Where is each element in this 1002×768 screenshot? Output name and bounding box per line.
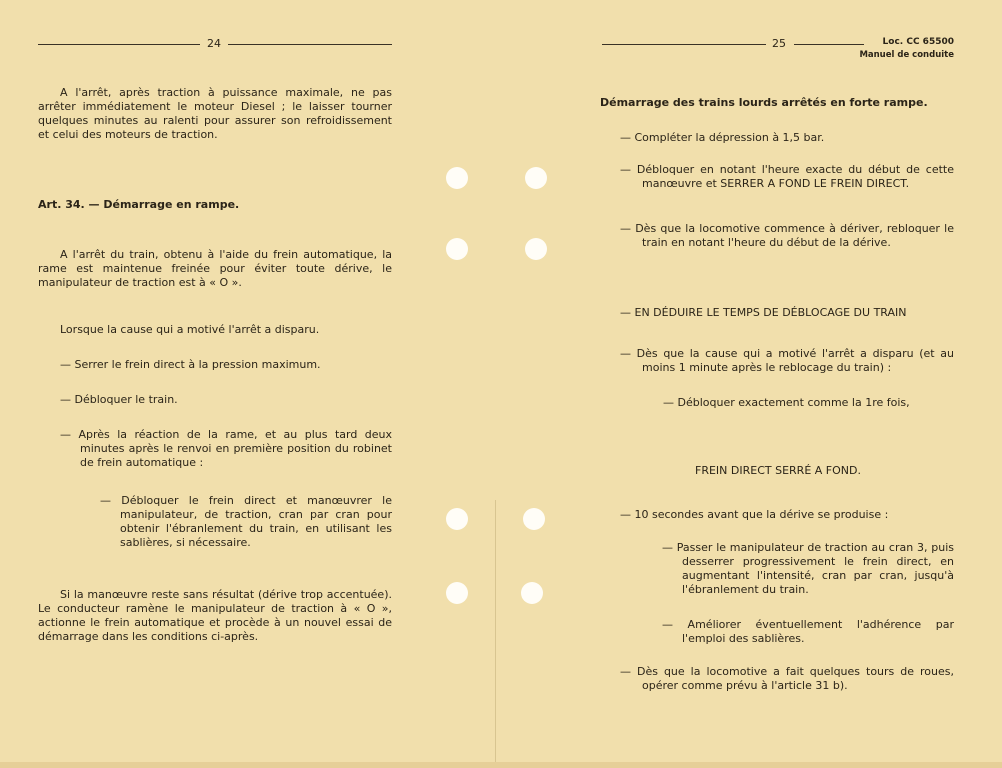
list-item: — Dès que la cause qui a motivé l'arrêt a disparu (et au moins 1 minute après le reblocage du train) : xyxy=(620,347,954,374)
list-item: — Compléter la dépression à 1,5 bar. xyxy=(620,131,825,144)
paragraph-cooling: A l'arrêt, après traction à puissance maximale, ne pas arrêter immédiatement le moteur Diesel ; le laisser tourner quelques minutes au ralenti pour assurer son refroidissement et celui des moteurs de traction. xyxy=(38,86,392,141)
sub-list-item: — Améliorer éventuellement l'adhérence par l'emploi des sablières. xyxy=(662,618,954,645)
paragraph-cause: Lorsque la cause qui a motivé l'arrêt a disparu. xyxy=(60,323,320,336)
right-page xyxy=(498,0,1002,768)
list-item: — Après la réaction de la rame, et au plus tard deux minutes après le renvoi en première position du robinet de frein automatique : xyxy=(60,428,392,469)
article-title: Art. 34. — Démarrage en rampe. xyxy=(38,198,240,211)
paragraph-stop: A l'arrêt du train, obtenu à l'aide du frein automatique, la rame est maintenue freinée pour éviter toute dérive, le manipulateur de traction est à « O ». xyxy=(38,248,392,289)
paragraph-retry: Si la manœuvre reste sans résultat (dérive trop accentuée). Le conducteur ramène le manipulateur de traction à « O », actionne le frein automatique et procède à un nouvel essai de démarrage dans les conditions ci-après. xyxy=(38,588,392,643)
list-item: — Serrer le frein direct à la pression maximum. xyxy=(60,358,321,371)
list-item: — Dès que la locomotive a fait quelques tours de roues, opérer comme prévu à l'article 31 b). xyxy=(620,665,954,692)
page-bottom-edge xyxy=(0,762,1002,768)
list-item: — Dès que la locomotive commence à dériver, rebloquer le train en notant l'heure du début de la dérive. xyxy=(620,222,954,249)
page-number-right: 25 xyxy=(772,37,786,50)
locomotive-label: Loc. CC 65500 xyxy=(882,37,954,47)
list-item: — 10 secondes avant que la dérive se produise : xyxy=(620,508,889,521)
section-title: Démarrage des trains lourds arrêtés en forte rampe. xyxy=(600,96,928,109)
spine-divider xyxy=(495,500,496,768)
centered-instruction: FREIN DIRECT SERRÉ A FOND. xyxy=(695,464,861,477)
list-item: — EN DÉDUIRE LE TEMPS DE DÉBLOCAGE DU TRAIN xyxy=(620,306,907,319)
binder-hole xyxy=(446,167,468,189)
header-rule-left xyxy=(602,44,766,45)
binder-hole xyxy=(446,508,468,530)
list-item: — Débloquer en notant l'heure exacte du début de cette manœuvre et SERRER A FOND LE FREIN DIRECT. xyxy=(620,163,954,190)
header-rule-left xyxy=(38,44,200,45)
manual-label: Manuel de conduite xyxy=(859,50,954,60)
header-rule-right xyxy=(228,44,392,45)
page-number-left: 24 xyxy=(207,37,221,50)
sub-list-item: — Débloquer exactement comme la 1re fois, xyxy=(663,396,910,409)
binder-hole xyxy=(446,582,468,604)
binder-hole xyxy=(446,238,468,260)
list-item: — Débloquer le train. xyxy=(60,393,178,406)
sub-list-item: — Débloquer le frein direct et manœuvrer le manipulateur, de traction, cran par cran pour obtenir l'ébranlement du train, en utilisant les sablières, si nécessaire. xyxy=(100,494,392,549)
left-page xyxy=(0,0,496,768)
sub-list-item: — Passer le manipulateur de traction au cran 3, puis desserrer progressivement le frein direct, en augmentant l'intensité, cran par cran, jusqu'à l'ébranlement du train. xyxy=(662,541,954,596)
